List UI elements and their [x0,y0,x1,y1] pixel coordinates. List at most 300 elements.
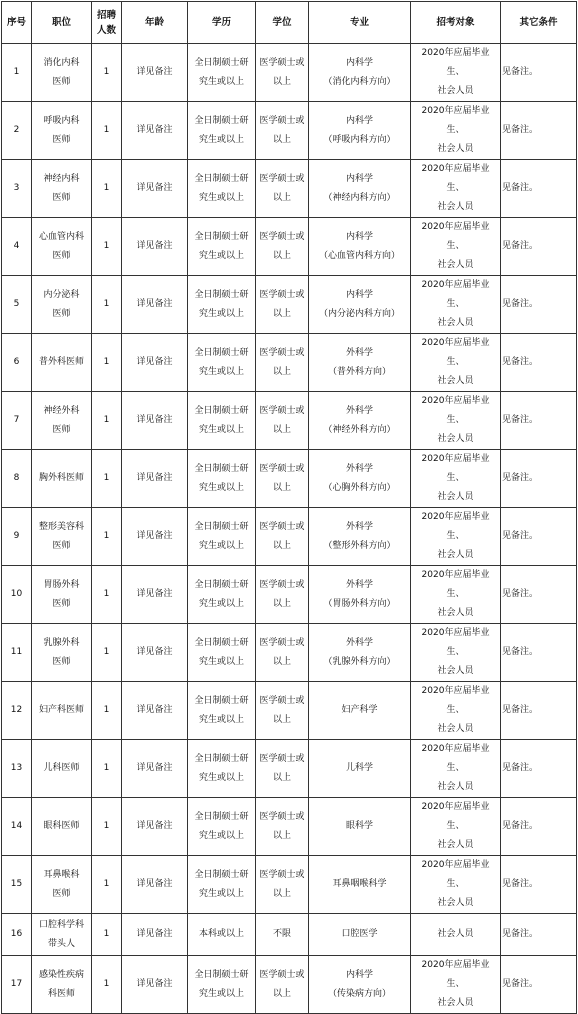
count-cell: 1 [92,334,122,392]
education-cell-line: 全日制硕士研 [194,347,249,358]
position-cell [32,392,92,450]
education-cell-line: 究生或以上 [198,76,244,87]
row-number: 4 [2,218,32,276]
education-cell [188,334,256,392]
degree-cell [256,508,309,566]
position-cell-line: 医师 [52,134,71,145]
position-cell-line: 胃肠外科 [43,579,80,590]
other-cell: 见备注。 [501,334,577,392]
degree-cell [256,450,309,508]
target-cell [411,566,501,624]
other-cell: 见备注。 [501,856,577,914]
table-row [2,334,577,392]
major-cell [309,624,411,682]
age-cell: 详见备注 [122,566,188,624]
table-row [2,44,577,102]
position-cell-line: 医师 [52,192,71,203]
table-row [2,624,577,682]
other-cell: 见备注。 [501,682,577,740]
degree-cell [256,218,309,276]
major-cell [309,856,411,914]
major-cell-line: （呼吸内科方向） [323,134,396,145]
target-cell-line: 社会人员 [437,608,474,618]
other-cell: 见备注。 [501,508,577,566]
position-cell-line: 妇产科医师 [38,705,84,715]
major-cell-line: （普外科方向） [327,366,391,377]
degree-cell-line: 以上 [272,830,291,841]
row-number: 9 [2,508,32,566]
degree-cell-line: 医学硕士或 [259,969,305,980]
age-cell: 详见备注 [122,276,188,334]
education-cell-line: 全日制硕士研 [194,231,249,242]
degree-cell-line: 医学硕士或 [259,289,305,300]
other-cell: 见备注。 [501,624,577,682]
degree-cell-line: 以上 [272,134,291,145]
degree-cell-line: 以上 [272,772,291,783]
education-cell-line: 究生或以上 [198,134,244,145]
degree-cell [256,566,309,624]
major-cell [309,218,411,276]
target-cell-line: 社会人员 [437,318,474,328]
position-cell [32,450,92,508]
major-cell [309,160,411,218]
target-cell-line: 社会人员 [437,434,474,444]
degree-cell [256,740,309,798]
count-cell: 1 [92,682,122,740]
age-cell: 详见备注 [122,44,188,102]
table-row [2,956,577,1014]
major-cell [309,276,411,334]
major-cell-line: 口腔医学 [341,929,378,939]
major-cell-line: 外科学 [345,521,373,532]
education-cell-line: 全日制硕士研 [194,695,249,706]
degree-cell-line: 医学硕士或 [259,463,305,474]
age-cell: 详见备注 [122,740,188,798]
target-cell [411,276,501,334]
position-cell-line: 医师 [52,308,71,319]
other-cell: 见备注。 [501,218,577,276]
position-cell [32,102,92,160]
position-cell [32,218,92,276]
education-cell-line: 全日制硕士研 [194,57,249,68]
other-cell: 见备注。 [501,102,577,160]
major-cell-line: 外科学 [345,347,373,358]
education-cell-line: 全日制硕士研 [194,637,249,648]
education-cell [188,160,256,218]
row-number: 10 [2,566,32,624]
age-cell: 详见备注 [122,334,188,392]
position-cell [32,956,92,1014]
target-cell [411,956,501,1014]
degree-cell-line: 医学硕士或 [259,57,305,68]
target-cell-line: 2020年应届毕业生、 [421,686,490,715]
age-cell: 详见备注 [122,914,188,956]
row-number: 12 [2,682,32,740]
age-cell: 详见备注 [122,508,188,566]
recruitment-table [1,1,577,1014]
education-cell-line: 究生或以上 [198,888,244,899]
age-cell: 详见备注 [122,624,188,682]
count-cell: 1 [92,160,122,218]
position-cell [32,566,92,624]
education-cell-line: 全日制硕士研 [194,753,249,764]
other-cell: 见备注。 [501,276,577,334]
table-row [2,276,577,334]
education-cell-line: 究生或以上 [198,598,244,609]
major-cell-line: 儿科学 [345,763,373,773]
major-cell [309,450,411,508]
education-cell-line: 究生或以上 [198,482,244,493]
degree-cell [256,624,309,682]
major-cell-line: （内分泌内科方向） [318,308,400,319]
education-cell-line: 究生或以上 [198,540,244,551]
major-cell-line: （整形外科方向） [323,540,396,551]
count-cell: 1 [92,44,122,102]
degree-cell-line: 医学硕士或 [259,231,305,242]
education-cell [188,276,256,334]
age-cell: 详见备注 [122,682,188,740]
row-number: 7 [2,392,32,450]
education-cell-line: 全日制硕士研 [194,811,249,822]
count-cell: 1 [92,392,122,450]
table-row [2,682,577,740]
position-cell-line: 神经内科 [43,173,80,184]
degree-cell-line: 医学硕士或 [259,405,305,416]
target-cell-line: 社会人员 [437,898,474,908]
degree-cell-line: 以上 [272,366,291,377]
position-cell-line: 儿科医师 [43,763,80,773]
target-cell [411,450,501,508]
position-cell [32,624,92,682]
header-no: 序号 [2,2,32,44]
target-cell-line: 2020年应届毕业生、 [421,570,490,599]
degree-cell [256,682,309,740]
major-cell-line: 内科学 [345,115,373,126]
degree-cell-line: 以上 [272,250,291,261]
position-cell-line: 医师 [52,424,71,435]
degree-cell [256,392,309,450]
degree-cell [256,160,309,218]
header-position: 职位 [32,2,92,44]
major-cell-line: （神经内科方向） [323,192,396,203]
table-row [2,856,577,914]
target-cell [411,44,501,102]
target-cell-line: 2020年应届毕业生、 [421,106,490,135]
count-cell: 1 [92,624,122,682]
target-cell [411,102,501,160]
degree-cell-line: 医学硕士或 [259,173,305,184]
row-number: 13 [2,740,32,798]
position-cell-line: 神经外科 [43,405,80,416]
row-number: 14 [2,798,32,856]
position-cell-line: 眼科医师 [43,821,80,831]
header-count: 招聘人数 [92,2,122,44]
education-cell-line: 全日制硕士研 [194,115,249,126]
target-cell-line: 社会人员 [437,86,474,96]
major-cell-line: （胃肠外科方向） [323,598,396,609]
header-education: 学历 [188,2,256,44]
degree-cell-line: 以上 [272,714,291,725]
major-cell-line: 内科学 [345,289,373,300]
row-number: 8 [2,450,32,508]
count-cell: 1 [92,566,122,624]
age-cell: 详见备注 [122,956,188,1014]
degree-cell-line: 以上 [272,988,291,999]
other-cell: 见备注。 [501,798,577,856]
position-cell [32,160,92,218]
target-cell [411,682,501,740]
table-row [2,218,577,276]
education-cell-line: 全日制硕士研 [194,463,249,474]
major-cell-line: 内科学 [345,231,373,242]
position-cell-line: 医师 [52,76,71,87]
target-cell-line: 社会人员 [437,998,474,1008]
education-cell-line: 究生或以上 [198,192,244,203]
major-cell-line: 耳鼻咽喉科学 [332,879,387,889]
position-cell [32,856,92,914]
table-row [2,392,577,450]
target-cell-line: 2020年应届毕业生、 [421,860,490,889]
degree-cell [256,276,309,334]
target-cell-line: 社会人员 [437,492,474,502]
other-cell: 见备注。 [501,566,577,624]
age-cell: 详见备注 [122,102,188,160]
target-cell-line: 社会人员 [437,724,474,734]
target-cell-line: 2020年应届毕业生、 [421,338,490,367]
major-cell-line: 眼科学 [345,821,373,831]
target-cell-line: 2020年应届毕业生、 [421,960,490,989]
target-cell-line: 社会人员 [437,550,474,560]
target-cell [411,218,501,276]
education-cell [188,682,256,740]
count-cell: 1 [92,914,122,956]
target-cell-line: 社会人员 [437,260,474,270]
table-body [2,44,577,1014]
table-row [2,566,577,624]
major-cell-line: （心血管内科方向） [318,250,400,261]
target-cell [411,334,501,392]
major-cell [309,956,411,1014]
target-cell-line: 社会人员 [437,666,474,676]
education-cell [188,450,256,508]
count-cell: 1 [92,508,122,566]
major-cell-line: 内科学 [345,969,373,980]
position-cell-line: 呼吸内科 [43,115,80,126]
degree-cell [256,102,309,160]
target-cell [411,740,501,798]
degree-cell [256,334,309,392]
major-cell [309,740,411,798]
position-cell [32,276,92,334]
target-cell-line: 社会人员 [437,840,474,850]
education-cell [188,798,256,856]
target-cell-line: 社会人员 [437,144,474,154]
major-cell-line: （神经外科方向） [323,424,396,435]
education-cell-line: 本科或以上 [198,929,244,939]
target-cell-line: 2020年应届毕业生、 [421,512,490,541]
other-cell: 见备注。 [501,392,577,450]
count-cell: 1 [92,956,122,1014]
degree-cell-line: 以上 [272,482,291,493]
position-cell-line: 口腔科学科 [38,919,84,930]
degree-cell [256,44,309,102]
position-cell-line: 乳腺外科 [43,637,80,648]
degree-cell [256,914,309,956]
degree-cell-line: 医学硕士或 [259,347,305,358]
major-cell [309,102,411,160]
education-cell-line: 究生或以上 [198,830,244,841]
education-cell [188,102,256,160]
row-number: 6 [2,334,32,392]
degree-cell [256,798,309,856]
target-cell-line: 2020年应届毕业生、 [421,222,490,251]
education-cell [188,914,256,956]
degree-cell-line: 医学硕士或 [259,637,305,648]
target-cell-line: 2020年应届毕业生、 [421,396,490,425]
age-cell: 详见备注 [122,798,188,856]
major-cell-line: 外科学 [345,405,373,416]
major-cell-line: 外科学 [345,637,373,648]
header-other: 其它条件 [501,2,577,44]
education-cell [188,566,256,624]
target-cell-line: 2020年应届毕业生、 [421,628,490,657]
education-cell [188,740,256,798]
position-cell-line: 感染性疾病 [38,969,84,980]
position-cell-line: 耳鼻喉科 [43,869,80,880]
position-cell-line: 普外科医师 [38,357,84,367]
education-cell [188,624,256,682]
degree-cell-line: 以上 [272,308,291,319]
education-cell [188,508,256,566]
row-number: 5 [2,276,32,334]
degree-cell-line: 医学硕士或 [259,695,305,706]
count-cell: 1 [92,856,122,914]
education-cell-line: 究生或以上 [198,424,244,435]
education-cell [188,44,256,102]
target-cell-line: 2020年应届毕业生、 [421,280,490,309]
count-cell: 1 [92,218,122,276]
position-cell [32,44,92,102]
major-cell [309,914,411,956]
position-cell-line: 心血管内科 [38,231,84,242]
degree-cell-line: 以上 [272,888,291,899]
row-number: 11 [2,624,32,682]
major-cell [309,566,411,624]
header-degree: 学位 [256,2,309,44]
table-row [2,102,577,160]
target-cell [411,914,501,956]
row-number: 16 [2,914,32,956]
target-cell-line: 2020年应届毕业生、 [421,802,490,831]
education-cell [188,856,256,914]
target-cell-line: 社会人员 [437,929,474,939]
count-cell: 1 [92,798,122,856]
education-cell-line: 全日制硕士研 [194,405,249,416]
position-cell-line: 医师 [52,250,71,261]
target-cell [411,508,501,566]
position-cell-line: 医师 [52,598,71,609]
count-cell: 1 [92,276,122,334]
position-cell-line: 消化内科 [43,57,80,68]
target-cell-line: 社会人员 [437,376,474,386]
position-cell-line: 带头人 [47,938,75,949]
table-row [2,798,577,856]
header-target: 招考对象 [411,2,501,44]
major-cell [309,392,411,450]
education-cell-line: 全日制硕士研 [194,521,249,532]
other-cell: 见备注。 [501,740,577,798]
target-cell [411,392,501,450]
target-cell-line: 2020年应届毕业生、 [421,48,490,77]
degree-cell-line: 医学硕士或 [259,115,305,126]
education-cell-line: 究生或以上 [198,988,244,999]
degree-cell-line: 不限 [272,929,291,939]
position-cell-line: 内分泌科 [43,289,80,300]
table-row [2,740,577,798]
header-age: 年龄 [122,2,188,44]
other-cell: 见备注。 [501,450,577,508]
target-cell-line: 社会人员 [437,202,474,212]
other-cell: 见备注。 [501,914,577,956]
target-cell-line: 社会人员 [437,782,474,792]
target-cell [411,798,501,856]
row-number: 15 [2,856,32,914]
table-row [2,160,577,218]
table-row [2,914,577,956]
other-cell: 见备注。 [501,44,577,102]
education-cell-line: 全日制硕士研 [194,289,249,300]
major-cell-line: 内科学 [345,173,373,184]
count-cell: 1 [92,740,122,798]
education-cell-line: 究生或以上 [198,250,244,261]
education-cell [188,392,256,450]
row-number: 1 [2,44,32,102]
degree-cell-line: 以上 [272,656,291,667]
major-cell-line: （传染病方向） [327,988,391,999]
degree-cell [256,956,309,1014]
position-cell-line: 科医师 [47,988,75,999]
major-cell-line: （乳腺外科方向） [323,656,396,667]
target-cell-line: 2020年应届毕业生、 [421,164,490,193]
major-cell [309,798,411,856]
degree-cell-line: 以上 [272,598,291,609]
position-cell [32,508,92,566]
education-cell-line: 究生或以上 [198,656,244,667]
row-number: 2 [2,102,32,160]
header-row [2,2,577,44]
degree-cell-line: 医学硕士或 [259,521,305,532]
position-cell-line: 医师 [52,540,71,551]
position-cell [32,740,92,798]
degree-cell-line: 以上 [272,76,291,87]
degree-cell-line: 医学硕士或 [259,869,305,880]
education-cell-line: 究生或以上 [198,366,244,377]
major-cell [309,334,411,392]
row-number: 3 [2,160,32,218]
other-cell: 见备注。 [501,956,577,1014]
degree-cell-line: 以上 [272,192,291,203]
count-cell: 1 [92,102,122,160]
major-cell-line: 外科学 [345,579,373,590]
education-cell-line: 究生或以上 [198,772,244,783]
education-cell [188,956,256,1014]
education-cell-line: 究生或以上 [198,308,244,319]
degree-cell-line: 医学硕士或 [259,579,305,590]
age-cell: 详见备注 [122,218,188,276]
major-cell-line: 外科学 [345,463,373,474]
age-cell: 详见备注 [122,392,188,450]
degree-cell-line: 医学硕士或 [259,753,305,764]
